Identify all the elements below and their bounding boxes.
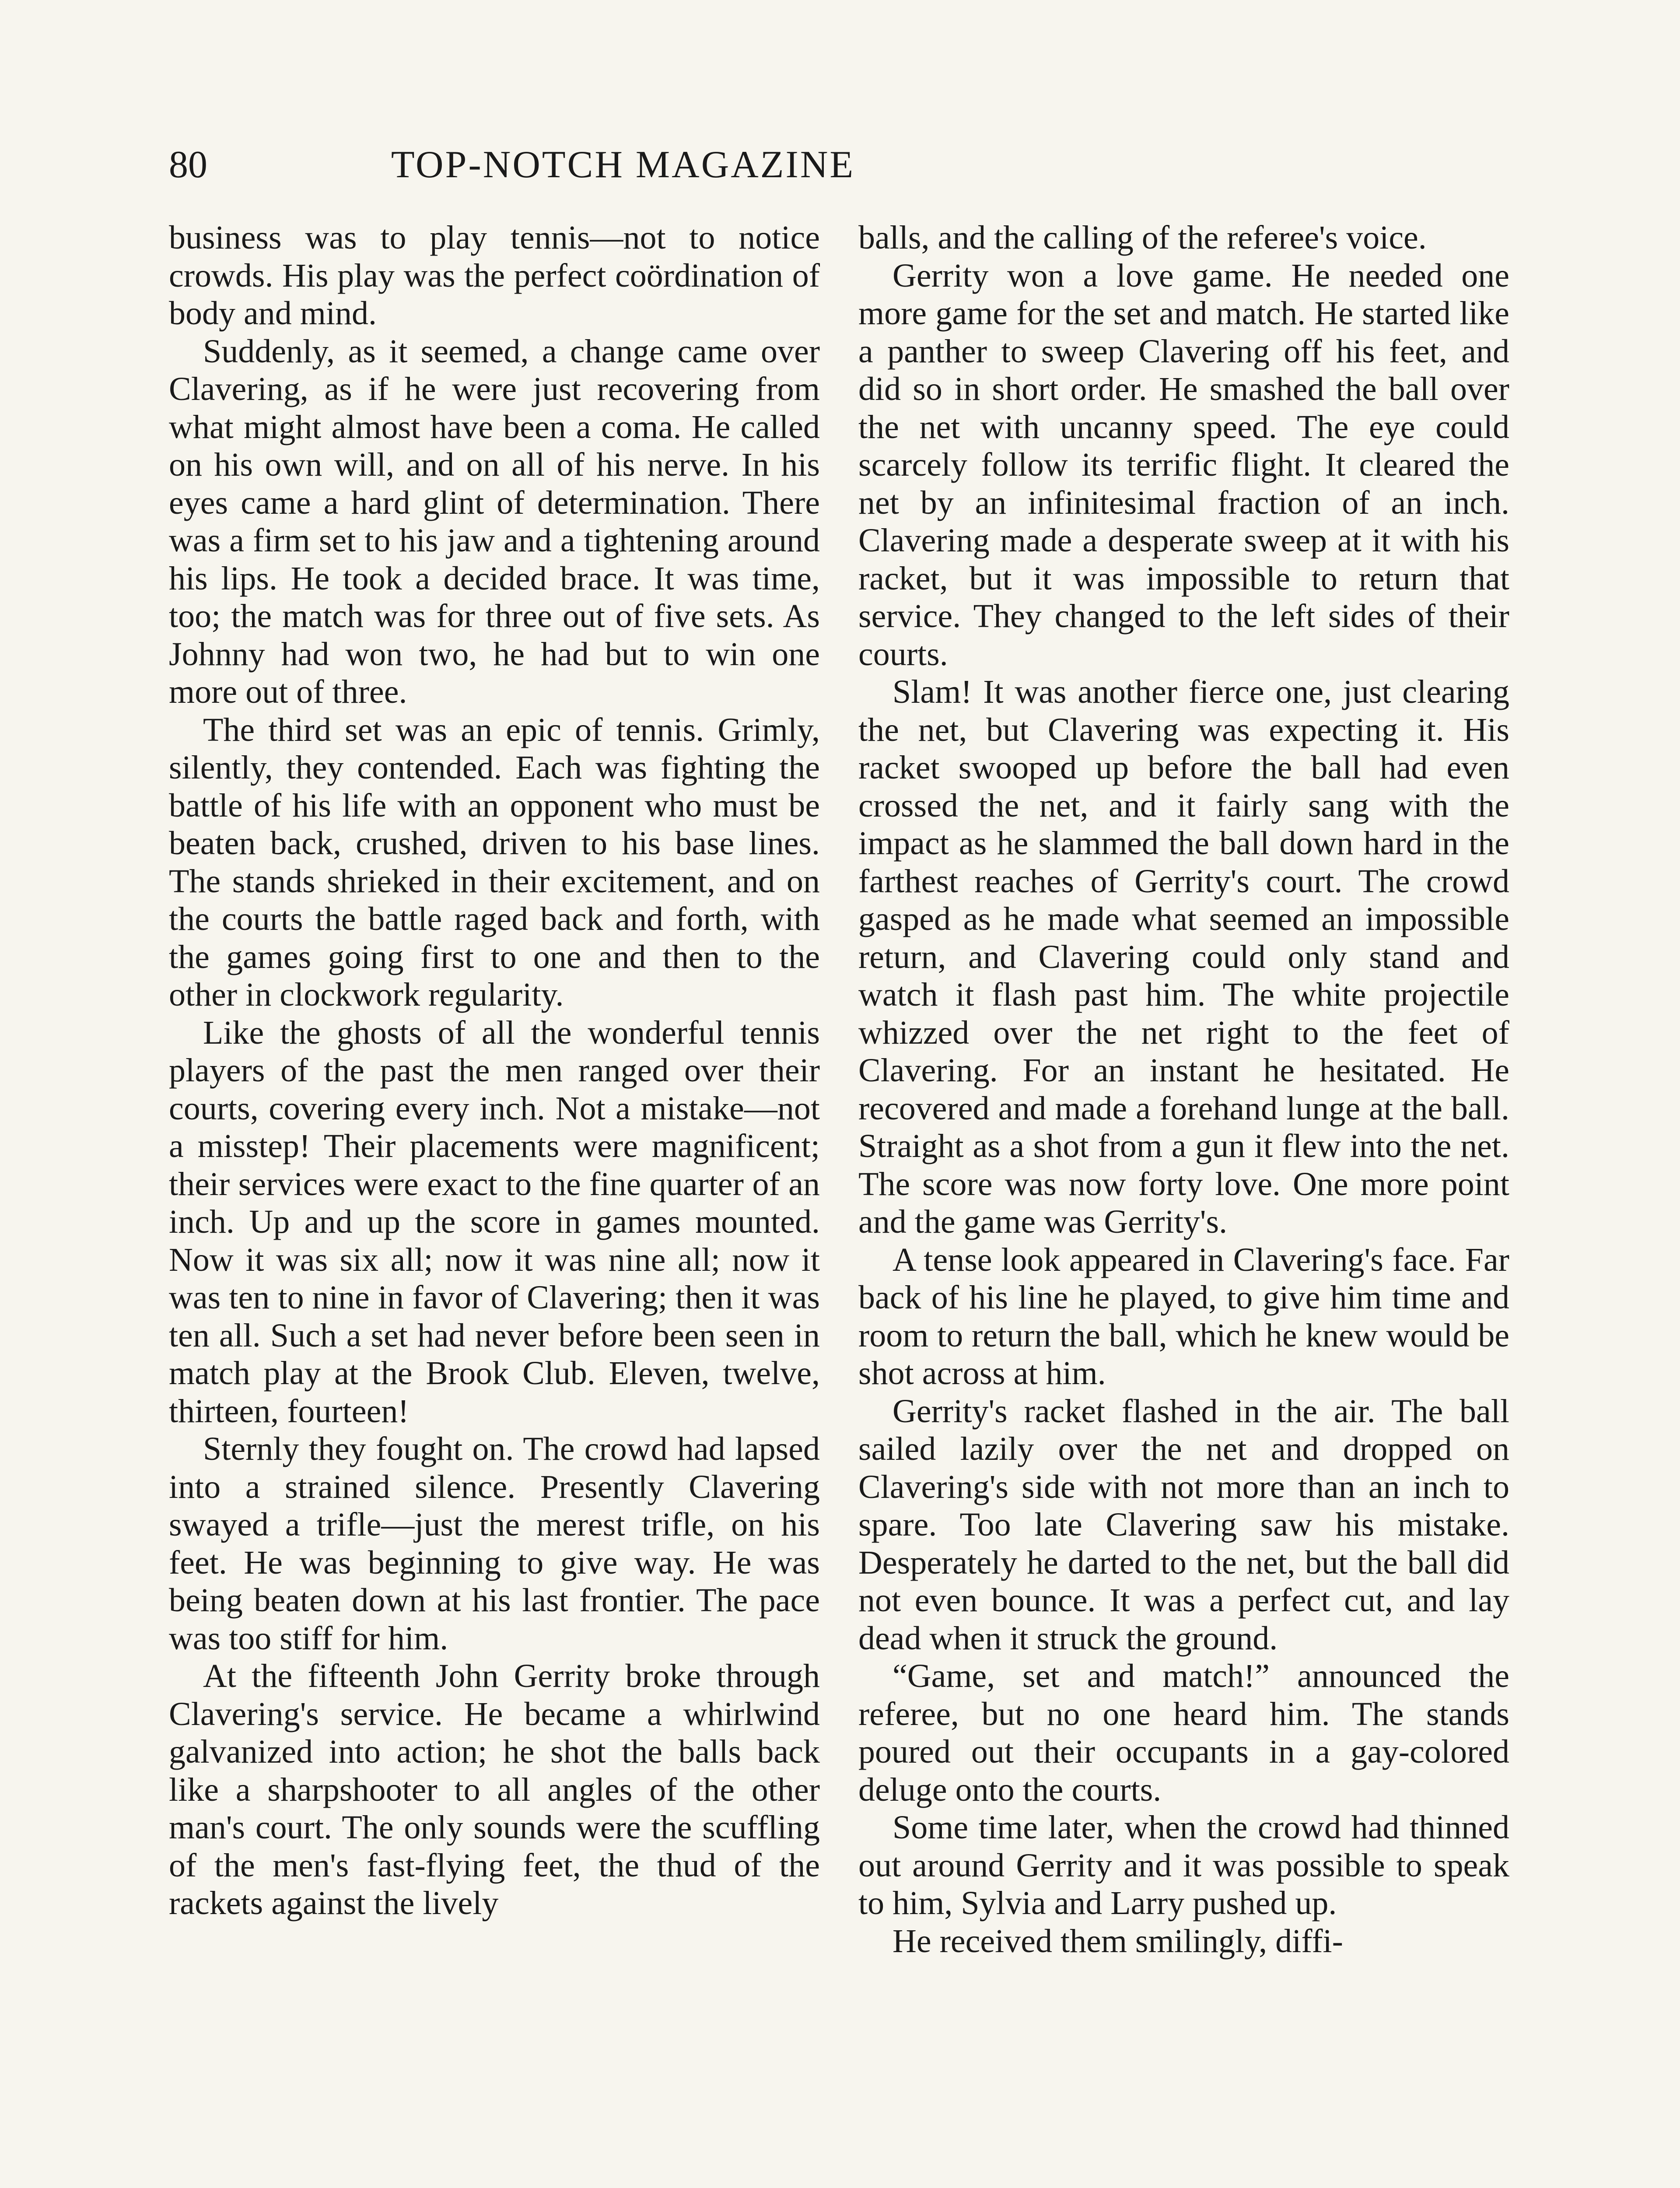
paragraph: Suddenly, as it seemed, a change came over Clavering, as if he were just recovering from what might almost have been a coma. He called on his own will, and on all of his nerve. In his eyes came a hard glint of determination. There was a firm set to his jaw and a tightening around his lips. He took a decided brace. It was time, too; the match was for three out of five sets. As Johnny had won two, he had but to win one more out of three. xyxy=(169,333,820,710)
paragraph: Sternly they fought on. The crowd had lapsed into a strained silence. Presently Clavering swayed a trifle—just the merest trifle, on his feet. He was beginning to give way. He was being beaten down at his last frontier. The pace was too stiff for him. xyxy=(169,1431,820,1657)
page-number: 80 xyxy=(169,144,207,186)
left-column xyxy=(169,219,820,2188)
magazine-title: TOP-NOTCH MAGAZINE xyxy=(391,144,855,186)
paragraph: He received them smilingly, diffi- xyxy=(892,1922,1343,1960)
page-header xyxy=(169,141,1077,189)
paragraph: At the fifteenth John Gerrity broke through Clavering's service. He became a whirlwind galvanized into action; he shot the balls back like a sharpshooter to all angles of the other man's court. The only sounds were the scuffling of the men's fast-flying feet, the thud of the rackets against the lively xyxy=(169,1658,820,1922)
right-column xyxy=(858,219,1509,2188)
paragraph: Gerrity's racket flashed in the air. The ball sailed lazily over the net and dropped on Clavering's side with not more than an inch to spare. Too late Clavering saw his mistake. Desperately he darted to the net, but the ball did not even bounce. It was a perfect cut, and lay dead when it struck the ground. xyxy=(858,1392,1509,1657)
paragraph: A tense look appeared in Clavering's face. Far back of his line he played, to give him time and room to return the ball, which he knew would be shot across at him. xyxy=(858,1241,1509,1392)
paragraph: “Game, set and match!” announced the referee, but no one heard him. The stands poured out their occupants in a gay-colored deluge onto the courts. xyxy=(858,1658,1509,1808)
paragraph: The third set was an epic of tennis. Grimly, silently, they contended. Each was fighting the battle of his life with an opponent who must be beaten back, crushed, driven to his base lines. The stands shrieked in their excitement, and on the courts the battle raged back and forth, with the games going first to one and then to the other in clockwork regularity. xyxy=(169,711,820,1013)
paragraph: Like the ghosts of all the wonderful tennis players of the past the men ranged over their courts, covering every inch. Not a mistake—not a misstep! Their placements were magnificent; their services were exact to the fine quarter of an inch. Up and up the score in games mounted. Now it was six all; now it was nine all; now it was ten to nine in favor of Clavering; then it was ten all. Such a set had never before been seen in match play at the Brook Club. Eleven, twelve, thirteen, fourteen! xyxy=(169,1014,820,1430)
paragraph: balls, and the calling of the referee's voice. xyxy=(858,219,1427,256)
paragraph: Some time later, when the crowd had thinned out around Gerrity and it was possible to speak to him, Sylvia and Larry pushed up. xyxy=(858,1809,1509,1922)
paragraph: business was to play tennis—not to notice crowds. His play was the perfect coördination of body and mind. xyxy=(169,219,820,332)
paragraph: Slam! It was another fierce one, just clearing the net, but Clavering was expecting it. His racket swooped up before the ball had even crossed the net, and it fairly sang with the impact as he slammed the ball down hard in the farthest reaches of Gerrity's court. The crowd gasped as he made what seemed an impossible return, and Clavering could only stand and watch it flash past him. The white projectile whizzed over the net right to the feet of Clavering. For an instant he hesitated. He recovered and made a forehand lunge at the ball. Straight as a shot from a gun it flew into the net. The score was now forty love. One more point and the game was Gerrity's. xyxy=(858,673,1509,1240)
paragraph: Gerrity won a love game. He needed one more game for the set and match. He started like a panther to sweep Clavering off his feet, and did so in short order. He smashed the ball over the net with uncanny speed. The eye could scarcely follow its terrific flight. It cleared the net by an infinitesimal fraction of an inch. Clavering made a desperate sweep at it with his racket, but it was impossible to return that service. They changed to the left sides of their courts. xyxy=(858,257,1509,673)
